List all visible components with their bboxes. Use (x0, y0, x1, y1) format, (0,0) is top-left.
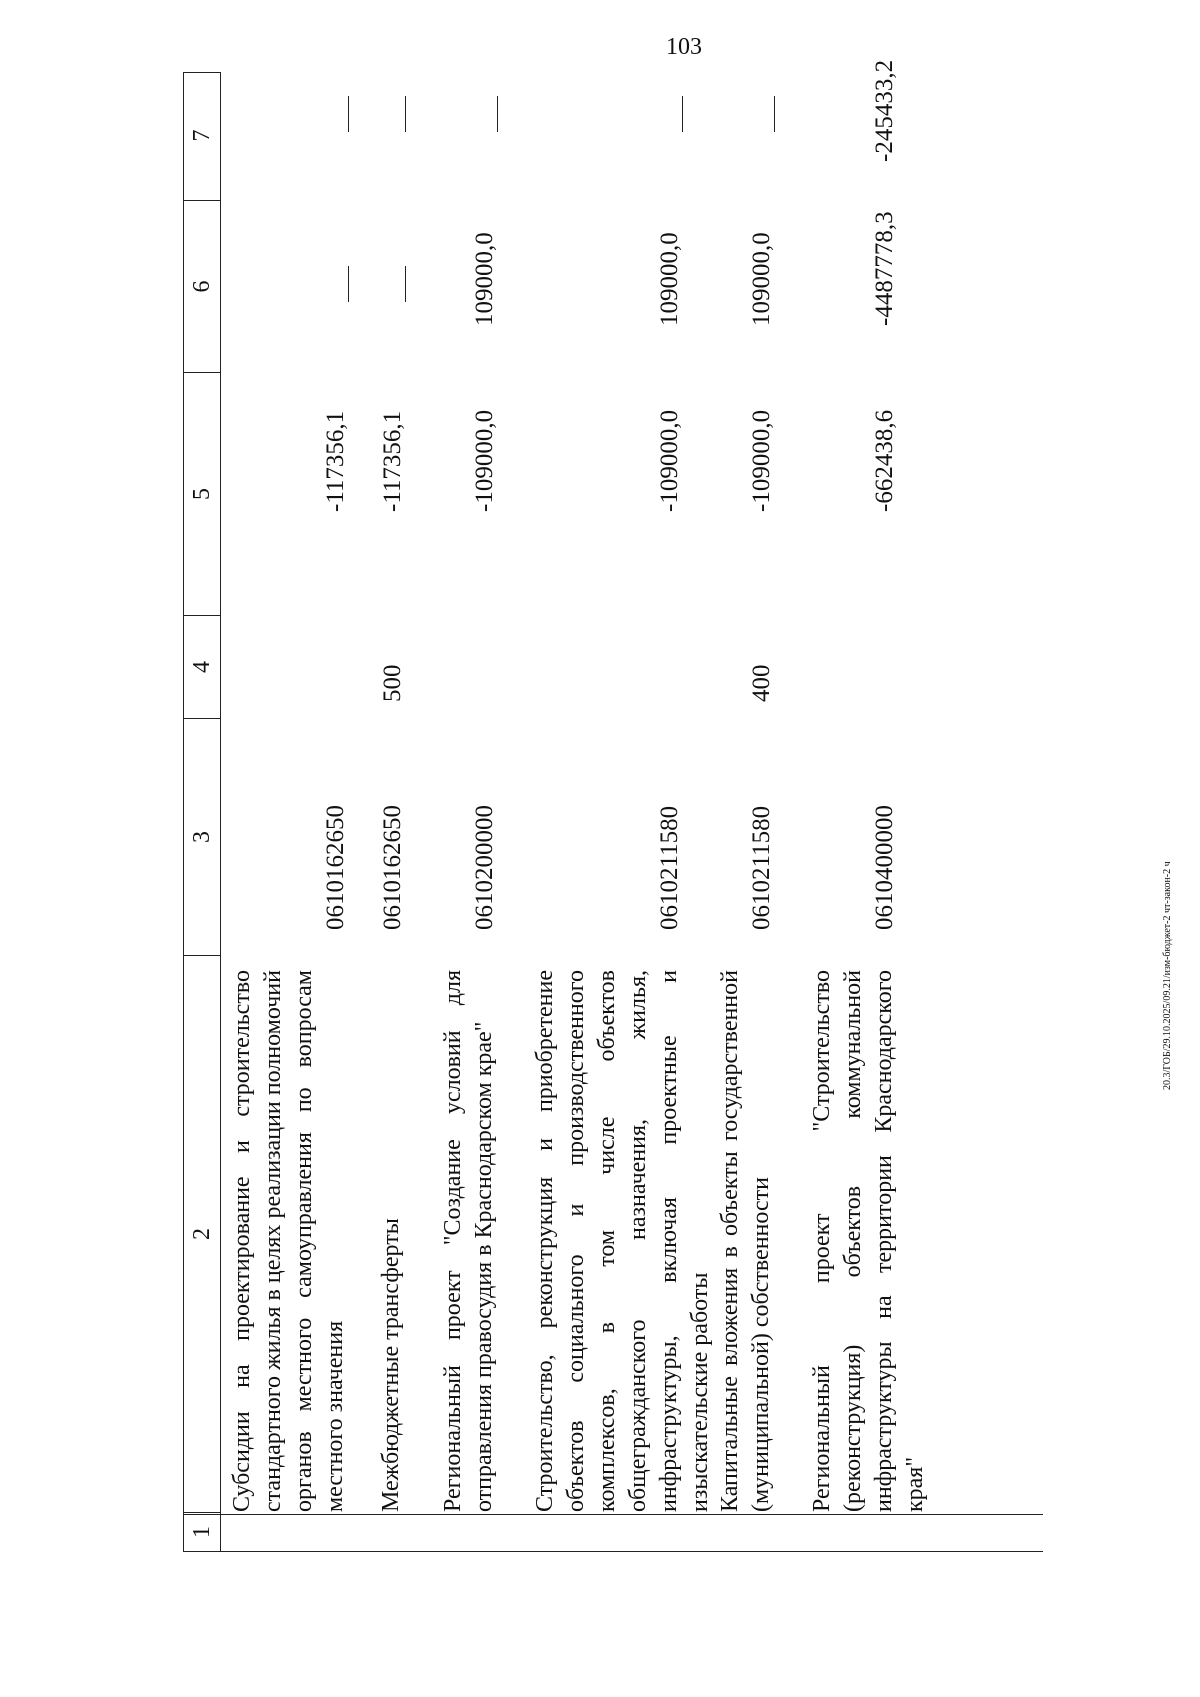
row-col6: -4487778,3 (871, 211, 898, 326)
row-description: Строительство, реконструкция и приобретение объектов социального и производственного комплексов, в том числе объектов общегражданского назначения, жилья, инфраструктуры, включая проектные и изыскательские работы (532, 970, 713, 1512)
table-row (530, 72, 713, 1552)
header-col-5: 5 (184, 373, 220, 616)
table-row (227, 72, 351, 1552)
table-header (183, 72, 221, 1552)
empty-dash (348, 266, 349, 302)
header-col-2: 2 (184, 956, 220, 1513)
header-col-6: 6 (184, 201, 220, 373)
row-col6: 109000,0 (748, 232, 775, 326)
row-col7: -245433,2 (871, 59, 898, 162)
table-row (376, 72, 408, 1552)
row-type: 400 (748, 664, 775, 702)
row-description: Региональный проект "Строительство (реконструкция) объектов коммунальной инфраструктуры на территории Краснодарского края" (809, 970, 928, 1512)
row-col5: -109000,0 (748, 409, 775, 512)
row-col5: -109000,0 (656, 409, 683, 512)
header-col-3: 3 (184, 719, 220, 956)
empty-dash (682, 96, 683, 132)
row-code: 0610211580 (748, 805, 775, 930)
empty-dash (497, 96, 498, 132)
row-description: Субсидии на проектирование и строительство стандартного жилья в целях реализации полномочий органов местного самоуправления по вопросам местного значения (229, 970, 348, 1512)
row-col5: -117356,1 (379, 410, 406, 512)
row-code: 0610211580 (656, 805, 683, 930)
row-col6: 109000,0 (656, 232, 683, 326)
row-code: 0610400000 (871, 805, 898, 930)
table-row (807, 59, 928, 1552)
table-row (438, 72, 500, 1552)
empty-dash (405, 96, 406, 132)
budget-table (183, 59, 1043, 1552)
row-description: Капитальные вложения в объекты государственной (муниципальной) собственности (717, 970, 774, 1512)
row-description: Межбюджетные трансферты (378, 1218, 404, 1512)
footer-code: 20.3/ГОБ/29.10.2025/09.21/изм-бюджет-2 чт-закон-2 ч (1162, 861, 1173, 1090)
row-code: 0610162650 (379, 805, 406, 930)
row-code: 0610162650 (322, 805, 349, 930)
row-type: 500 (379, 664, 406, 702)
row-col6: 109000,0 (471, 232, 498, 326)
row-description: Региональный проект "Создание условий для отправления правосудия в Краснодарском крае" (440, 970, 497, 1512)
row-col5: -117356,1 (322, 410, 349, 512)
empty-dash (348, 96, 349, 132)
empty-dash (405, 266, 406, 302)
page-number: 103 (666, 34, 702, 60)
table-row (715, 72, 777, 1552)
header-col-1: 1 (188, 1526, 215, 1538)
empty-dash (774, 96, 775, 132)
row-col5: -662438,6 (871, 409, 898, 512)
row-col5: -109000,0 (471, 409, 498, 512)
header-col-7: 7 (184, 71, 220, 201)
header-col-4: 4 (184, 616, 220, 719)
row-code: 0610200000 (471, 805, 498, 930)
